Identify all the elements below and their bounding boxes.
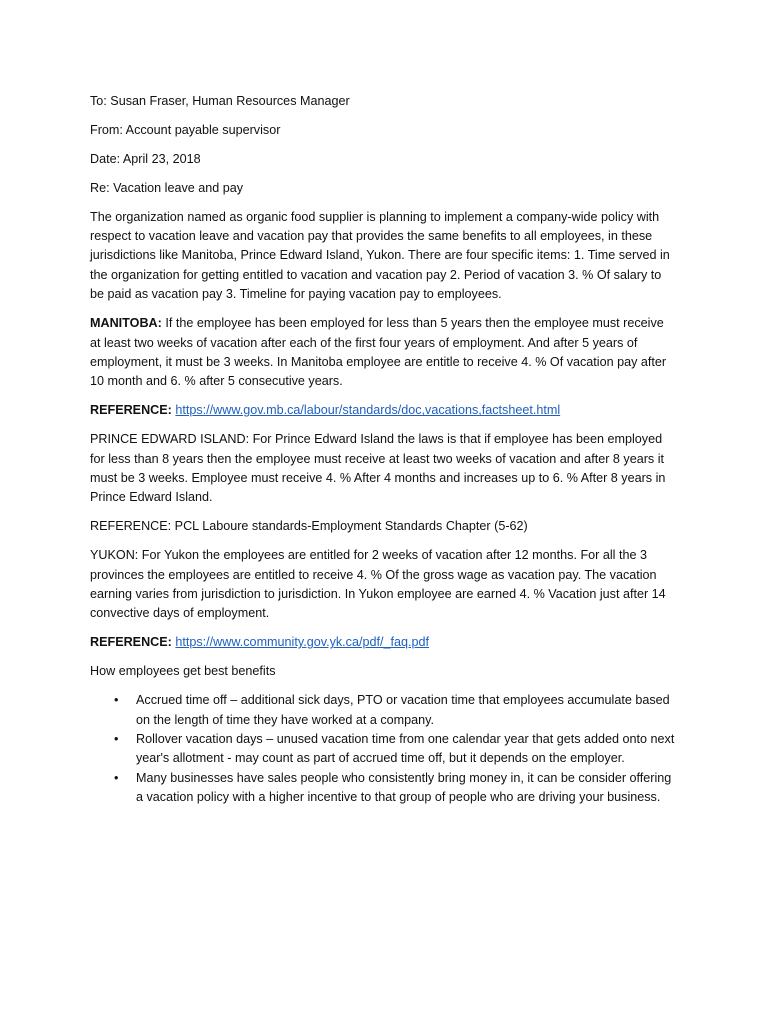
list-item-text: Many businesses have sales people who consistently bring money in, it can be consider offering a vacation policy with a higher incentive to that group of people who are driving your business. (136, 770, 672, 805)
reference-label: REFERENCE: (90, 403, 172, 418)
manitoba-paragraph (90, 314, 676, 392)
list-item (90, 769, 676, 808)
yukon-reference-link[interactable]: https://www.community.gov.yk.ca/pdf/_faq.pdf (175, 635, 429, 650)
yukon-paragraph: YUKON: For Yukon the employees are entitled for 2 weeks of vacation after 12 months. For all the 3 provinces the employees are entitled to receive 4. % Of the gross wage as vacation pay. The vacation earning varies from jurisdiction to jurisdiction. In Yukon employee are earned 4. % Vacation just after 14 convective days of employment. (90, 548, 666, 621)
bullet-icon: • (114, 693, 119, 708)
manitoba-reference (90, 401, 676, 420)
memo-date: Date: April 23, 2018 (90, 151, 201, 166)
benefits-list (90, 691, 676, 807)
list-item-text: Accrued time off – additional sick days, PTO or vacation time that employees accumulate based on the length of time they have worked at a company. (136, 693, 670, 727)
memo-from: From: Account payable supervisor (90, 122, 281, 137)
memo-to: To: Susan Fraser, Human Resources Manager (90, 94, 350, 108)
pei-reference: REFERENCE: PCL Laboure standards-Employment Standards Chapter (5-62) (90, 519, 528, 534)
reference-label: REFERENCE: (90, 635, 172, 650)
pei-paragraph: PRINCE EDWARD ISLAND: For Prince Edward Island the laws is that if employee has been employed for less than 8 years then the employee must receive at least two weeks of vacation and after 8 years it must be 3 weeks. Employee must receive 4. % After 4 months and increases up to 6. % After 8 years in Prince Edward Island. (90, 432, 666, 505)
bullet-icon: • (114, 731, 119, 746)
list-item (90, 691, 676, 730)
benefits-heading: How employees get best benefits (90, 664, 276, 679)
memo-subject: Re: Vacation leave and pay (90, 180, 244, 195)
bullet-icon: • (114, 770, 119, 785)
list-item (90, 730, 676, 769)
intro-paragraph: The organization named as organic food supplier is planning to implement a company-wide policy with respect to vacation leave and vacation pay that provides the same benefits to all employees, in these jurisdictions like Manitoba, Prince Edward Island, Yukon. There are four specific items: 1. Time served in the organization for getting entitled to vacation and vacation pay 2. Period of vacation 3. % Of salary to be paid as vacation pay 3. Timeline for paying vacation pay to employees. (90, 209, 670, 302)
manitoba-reference-link[interactable]: https://www.gov.mb.ca/labour/standards/doc,vacations,factsheet.html (175, 403, 561, 418)
manitoba-text: If the employee has been employed for less than 5 years then the employee must receive at least two weeks of vacation after each of the first four years of employment. And after 5 years of employment, it must be 3 weeks. In Manitoba employee are entitle to receive 4. % Of vacation pay after 10 month and 6. % after 5 consecutive years. (90, 316, 667, 389)
list-item-text: Rollover vacation days – unused vacation time from one calendar year that gets added onto next year's allotment - may count as part of accrued time off, but it depends on the employer. (136, 731, 675, 766)
manitoba-label: MANITOBA: (90, 316, 162, 331)
yukon-reference (90, 633, 676, 652)
